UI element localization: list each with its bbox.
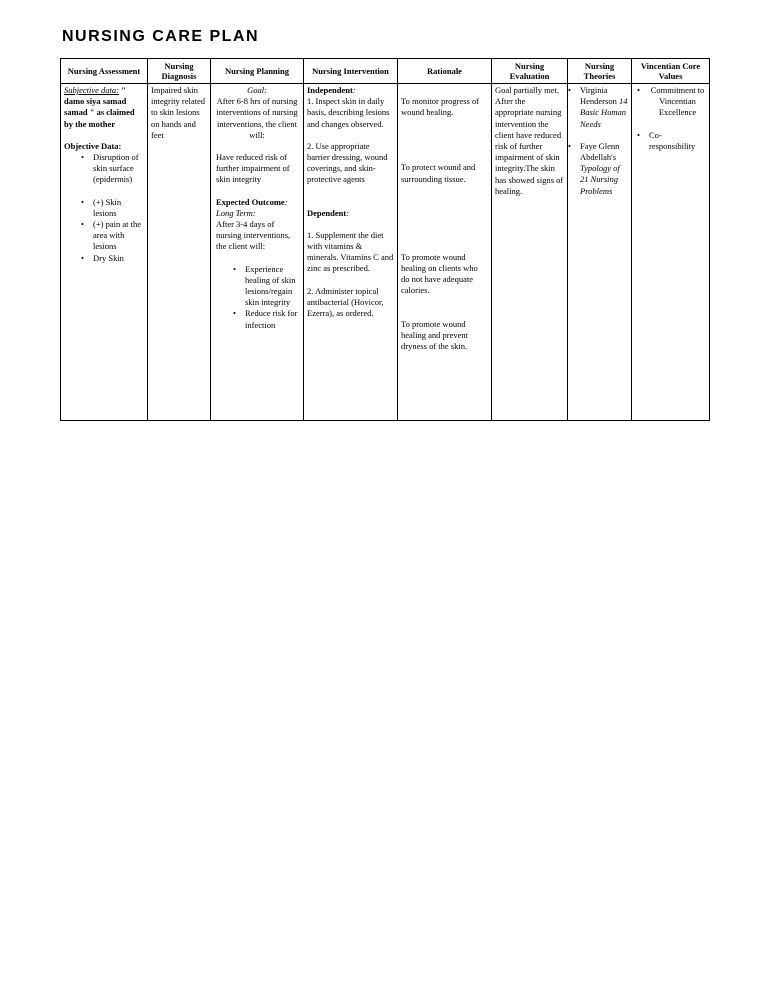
bullet-icon: •: [81, 219, 84, 230]
planning-cell: [211, 84, 304, 421]
expected-list: [214, 264, 300, 331]
rationale-4: To promote wound healing and prevent dryness of the skin.: [401, 318, 469, 352]
list-item: [568, 85, 628, 130]
list-item: • Disruption of skin surface (epidermis): [81, 152, 139, 185]
expected-label: Expected Outcome: [216, 196, 285, 207]
bullet-icon: •: [637, 85, 640, 95]
header-theories: Nursing Theories: [568, 59, 632, 84]
values-list: [635, 85, 706, 152]
subjective-label: Subjective data:: [64, 85, 119, 95]
bullet-icon: •: [568, 140, 571, 151]
rationale-cell: [398, 84, 492, 421]
objective-label: Objective Data:: [64, 140, 122, 151]
list-item: • (+) Skin lesions: [81, 196, 122, 218]
list-item: [568, 140, 628, 197]
list-item: • Reduce risk for infection: [233, 308, 298, 330]
intervention-cell: [304, 84, 398, 421]
bullet-icon: •: [81, 152, 84, 163]
bullet-icon: •: [81, 196, 84, 207]
evaluation-cell: [492, 84, 568, 421]
theorist-name: Virginia Henderson: [580, 85, 617, 107]
assessment-cell: [61, 84, 148, 421]
intervention-ind-1: 1. Inspect skin in daily basis, describing lesions and changes observed.: [307, 96, 390, 129]
objective-list: [64, 152, 144, 264]
bullet-icon: •: [637, 129, 640, 140]
intervention-dep-2: 2. Administer topical antibacterial (Hovicor, Ezerra), as ordered.: [307, 285, 384, 319]
rationale-1: To monitor progress of wound healing.: [401, 96, 480, 118]
header-assessment: Nursing Assessment: [61, 59, 148, 84]
intervention-ind-2: 2. Use appropriate barrier dressing, wound coverings, and skin-protective agents: [307, 140, 388, 185]
bullet-icon: •: [233, 263, 236, 274]
bullet-icon: •: [233, 308, 236, 319]
dependent-label: Dependent: [307, 207, 347, 218]
theories-cell: [568, 84, 632, 421]
long-term-label: Long Term:: [216, 207, 256, 218]
care-plan-table: [60, 58, 710, 421]
header-planning: Nursing Planning: [211, 59, 304, 84]
rationale-3: To promote wound healing on clients who do not have adequate calories.: [401, 251, 478, 296]
header-intervention: Nursing Intervention: [304, 59, 398, 84]
goal-text: After 6-8 hrs of nursing interventions of nursing interventions, the client will:: [216, 96, 298, 140]
values-cell: [632, 84, 710, 421]
header-values: Vincentian Core Values: [632, 59, 710, 84]
dependent-heading: Dependent:: [307, 207, 350, 218]
theories-list: [568, 85, 628, 197]
list-item: • Commitment to Vincentian Excellence: [637, 85, 705, 118]
subjective-quote: " damo siya samad samad " as claimed by the mother: [64, 85, 135, 129]
theory-title: 14 Basic Human Needs: [580, 96, 628, 129]
diagnosis-text: Impaired skin integrity related to skin lesions on hands and feet: [151, 85, 206, 140]
expected-outcome: Expected Outcome:: [216, 196, 288, 207]
table-row: [61, 84, 710, 421]
goal-outcome: Have reduced risk of further impairment of skin integrity: [216, 152, 290, 185]
evaluation-text: Goal partially met. After the appropriate nursing intervention the client have reduced risk of further impairment of skin integrity.The skin has showed signs of healing.: [495, 85, 564, 196]
page-title: NURSING CARE PLAN: [62, 28, 260, 45]
bullet-icon: •: [568, 85, 571, 95]
list-item: • (+) pain at the area with lesions: [81, 219, 141, 252]
diagnosis-cell: [148, 84, 211, 421]
long-term-text: After 3-4 days of nursing interventions, the client will:: [216, 219, 291, 252]
goal-label: Goal:: [247, 85, 267, 95]
theory-title: Typology of 21 Nursing Problems: [580, 163, 620, 196]
header-evaluation: Nursing Evaluation: [492, 59, 568, 84]
intervention-dep-1: 1. Supplement the diet with vitamins & minerals. Vitamins C and zinc as prescribed.: [307, 229, 394, 274]
list-item: • Experience healing of skin lesions/regain skin integrity: [233, 263, 296, 308]
independent-heading: Independent:: [307, 85, 356, 95]
list-item: • Dry Skin: [81, 252, 124, 263]
header-row: [61, 59, 710, 84]
header-diagnosis: Nursing Diagnosis: [148, 59, 211, 84]
list-item: • Co-responsibility: [637, 129, 696, 151]
header-rationale: Rationale: [398, 59, 492, 84]
subjective-data: [64, 85, 144, 130]
bullet-icon: •: [81, 252, 84, 263]
independent-label: Independent: [307, 85, 353, 95]
rationale-2: To protect wound and surrounding tissue.: [401, 162, 476, 184]
theorist-name: Faye Glenn Abdellah's: [580, 140, 620, 163]
